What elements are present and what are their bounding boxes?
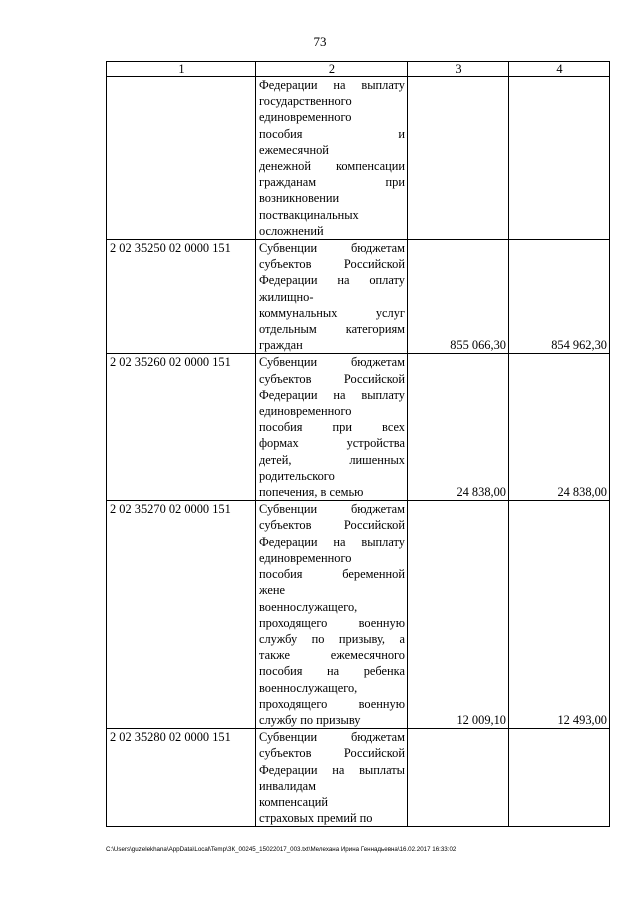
description-line: единовременного xyxy=(259,110,352,125)
amount-col-3-cell xyxy=(408,729,509,827)
page-number: 73 xyxy=(313,34,327,49)
description-line: гражданам при xyxy=(259,175,405,190)
description-line: государственного xyxy=(259,94,352,109)
description-line: субъектов Российской xyxy=(259,371,405,386)
description-line: пособия на ребенка xyxy=(259,664,405,679)
description-line: единовременного xyxy=(259,404,352,419)
description-line: проходящего военную xyxy=(259,615,405,630)
description-line: жилищно- xyxy=(259,289,314,304)
budget-code-cell xyxy=(107,77,256,240)
description-line: граждан xyxy=(259,338,303,353)
description-line: субъектов Российской xyxy=(259,518,405,533)
description-line: единовременного xyxy=(259,550,352,565)
description-line: формах устройства xyxy=(259,436,405,451)
table-row xyxy=(107,77,610,240)
description-cell xyxy=(256,501,408,729)
description-line: родительского xyxy=(259,468,335,483)
description-line: попечения, в семью xyxy=(259,485,364,500)
amount-col-4-cell xyxy=(509,729,610,827)
budget-table xyxy=(106,61,610,827)
description-cell xyxy=(256,240,408,354)
amount-col-3-cell xyxy=(408,77,509,240)
amount-col-4-cell: 12 493,00 xyxy=(509,501,610,729)
header-col-2: 2 xyxy=(256,62,408,77)
description-cell xyxy=(256,729,408,827)
description-line: Федерации на оплату xyxy=(259,273,405,288)
description-line: субъектов Российской xyxy=(259,257,405,272)
description-line: возникновении xyxy=(259,191,340,206)
description-line: Субвенции бюджетам xyxy=(259,241,405,256)
table-row xyxy=(107,354,610,501)
description-line: субъектов Российской xyxy=(259,746,405,761)
description-line: Субвенции бюджетам xyxy=(259,355,405,370)
header-col-1: 1 xyxy=(107,62,256,77)
description-line: инвалидам xyxy=(259,778,317,793)
description-line: осложнений xyxy=(259,223,324,238)
description-line: жене xyxy=(259,583,286,598)
description-line: пособия беременной xyxy=(259,567,405,582)
description-line: службу по призыву xyxy=(259,712,361,727)
amount-col-3-cell: 855 066,30 xyxy=(408,240,509,354)
table-row xyxy=(107,729,610,827)
description-cell xyxy=(256,354,408,501)
header-col-3: 3 xyxy=(408,62,509,77)
amount-col-3-cell: 12 009,10 xyxy=(408,501,509,729)
description-line: компенсаций xyxy=(259,794,328,809)
table-row xyxy=(107,501,610,729)
description-line: проходящего военную xyxy=(259,696,405,711)
description-line: коммунальных услуг xyxy=(259,305,405,320)
description-line: страховых премий по xyxy=(259,811,373,826)
budget-code-cell: 2 02 35280 02 0000 151 xyxy=(107,729,256,827)
amount-col-3-cell: 24 838,00 xyxy=(408,354,509,501)
description-line: службу по призыву, а xyxy=(259,631,405,646)
table-body xyxy=(107,77,610,827)
description-line: пособия и xyxy=(259,126,405,141)
description-line: денежной компенсации xyxy=(259,159,405,174)
amount-col-4-cell xyxy=(509,77,610,240)
description-line: Федерации на выплату xyxy=(259,534,405,549)
budget-code-cell: 2 02 35250 02 0000 151 xyxy=(107,240,256,354)
description-line: военнослужащего, xyxy=(259,680,358,695)
description-line: Федерации на выплату xyxy=(259,387,405,402)
description-line: ежемесячной xyxy=(259,142,329,157)
description-line: Субвенции бюджетам xyxy=(259,730,405,745)
description-line: военнослужащего, xyxy=(259,599,358,614)
budget-code-cell: 2 02 35270 02 0000 151 xyxy=(107,501,256,729)
file-path-footer: C:\Users\guzelekhana\AppData\Local\Temp\ЗК_00245_15022017_003.txt\Мелехана Ирина Геннадьевна\16.02.2017 16:33:02 xyxy=(106,846,457,853)
description-line: детей, лишенных xyxy=(259,452,405,467)
table-header-row xyxy=(107,62,610,77)
amount-col-4-cell: 24 838,00 xyxy=(509,354,610,501)
description-line: отдельным категориям xyxy=(259,322,405,337)
description-line: Федерации на выплаты xyxy=(259,762,405,777)
description-line: также ежемесячного xyxy=(259,648,405,663)
description-line: пособия при всех xyxy=(259,420,405,435)
description-line: Федерации на выплату xyxy=(259,78,405,92)
amount-col-4-cell: 854 962,30 xyxy=(509,240,610,354)
budget-code-cell: 2 02 35260 02 0000 151 xyxy=(107,354,256,501)
description-cell xyxy=(256,77,408,240)
table-row xyxy=(107,240,610,354)
description-line: поствакцинальных xyxy=(259,207,359,222)
description-line: Субвенции бюджетам xyxy=(259,502,405,517)
header-col-4: 4 xyxy=(509,62,610,77)
